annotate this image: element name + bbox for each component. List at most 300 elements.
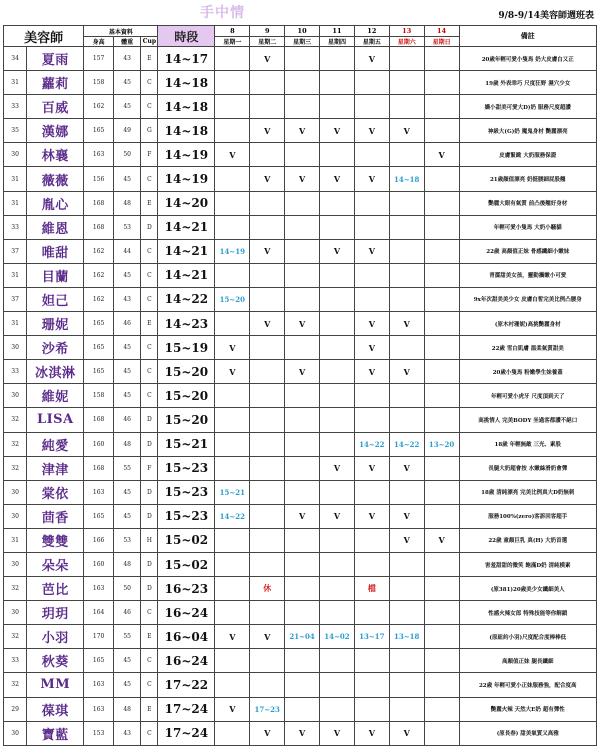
stylist-name: 百威 [27, 95, 84, 119]
stylist-note: 服務100%(zero)客訴回客超手 [459, 504, 596, 528]
stylist-age: 35 [4, 119, 27, 143]
day-cell [424, 312, 459, 336]
stylist-height: 153 [84, 721, 114, 745]
day-cell [285, 215, 320, 239]
day-cell [389, 697, 424, 721]
stylist-row [4, 47, 597, 71]
day-cell [215, 408, 250, 432]
day-cell: V [285, 360, 320, 384]
stylist-name: 棠依 [27, 480, 84, 504]
stylist-note: 22歲 童顏巨乳 真(H) 大奶首選 [459, 528, 596, 552]
day-cell [389, 95, 424, 119]
day-cell [215, 191, 250, 215]
day-cell [320, 47, 355, 71]
stylist-height: 158 [84, 384, 114, 408]
day-cell [424, 287, 459, 311]
day-cell: V [250, 625, 285, 649]
day-cell [354, 143, 389, 167]
day-cell: V [389, 504, 424, 528]
header-weekday: 星期一 [215, 37, 250, 47]
day-cell: 21~04 [285, 625, 320, 649]
stylist-age: 33 [4, 649, 27, 673]
stylist-cup: D [141, 552, 158, 576]
stylist-row [4, 577, 597, 601]
day-cell [285, 480, 320, 504]
day-cell [250, 95, 285, 119]
day-cell [320, 287, 355, 311]
stylist-cup: C [141, 384, 158, 408]
day-cell [250, 480, 285, 504]
header-note: 備註 [459, 26, 596, 47]
header-stylist: 美容師 [4, 26, 84, 47]
day-cell [389, 239, 424, 263]
stylist-height: 162 [84, 95, 114, 119]
day-cell [250, 336, 285, 360]
stylist-weight: 46 [113, 312, 140, 336]
day-cell [389, 263, 424, 287]
stylist-row [4, 287, 597, 311]
stylist-age: 33 [4, 95, 27, 119]
stylist-name: 芭比 [27, 577, 84, 601]
stylist-weight: 43 [113, 721, 140, 745]
stylist-cup: D [141, 408, 158, 432]
day-cell: V [215, 360, 250, 384]
stylist-note: 22歲 高顏值正妹 骨感纖細小嫩妹 [459, 239, 596, 263]
stylist-height: 166 [84, 528, 114, 552]
stylist-name: 目蘭 [27, 263, 84, 287]
stylist-row [4, 673, 597, 697]
stylist-row [4, 95, 597, 119]
day-cell [354, 601, 389, 625]
header-day-num: 11 [320, 26, 355, 37]
day-cell [354, 384, 389, 408]
stylist-height: 163 [84, 697, 114, 721]
stylist-cup: D [141, 504, 158, 528]
stylist-cup: C [141, 336, 158, 360]
day-cell [320, 601, 355, 625]
watermark-text: 手中情 [200, 5, 245, 21]
day-cell: V [320, 721, 355, 745]
stylist-time-slot: 15~21 [158, 432, 215, 456]
stylist-name: 妲己 [27, 287, 84, 311]
stylist-name: 雙雙 [27, 528, 84, 552]
stylist-note: 22歲 雪白肌膚 溫柔氣質甜美 [459, 336, 596, 360]
stylist-time-slot: 17~24 [158, 721, 215, 745]
day-cell [320, 649, 355, 673]
day-cell [354, 552, 389, 576]
day-cell: V [285, 167, 320, 191]
day-cell [424, 504, 459, 528]
header-day-num: 13 [389, 26, 424, 37]
header-weekday: 星期日 [424, 37, 459, 47]
stylist-age: 37 [4, 287, 27, 311]
stylist-note: (原木村珊妮)高挑艷麗身材 [459, 312, 596, 336]
stylist-row [4, 601, 597, 625]
day-cell [424, 649, 459, 673]
header-basic-info: 基本資料 [84, 26, 158, 37]
stylist-note: 嬌小甜美可愛大D)奶 服務尺度超讚 [459, 95, 596, 119]
stylist-age: 33 [4, 215, 27, 239]
day-cell [215, 528, 250, 552]
stylist-time-slot: 14~19 [158, 167, 215, 191]
day-cell [424, 360, 459, 384]
day-cell [389, 673, 424, 697]
day-cell [285, 384, 320, 408]
stylist-cup: E [141, 312, 158, 336]
stylist-age: 32 [4, 456, 27, 480]
stylist-time-slot: 14~21 [158, 239, 215, 263]
day-cell: V [250, 119, 285, 143]
day-cell [424, 625, 459, 649]
day-cell [215, 47, 250, 71]
stylist-weight: 45 [113, 71, 140, 95]
day-cell: V [389, 360, 424, 384]
day-cell [320, 697, 355, 721]
stylist-row [4, 191, 597, 215]
day-cell [354, 215, 389, 239]
day-cell [424, 456, 459, 480]
stylist-row [4, 697, 597, 721]
day-cell [389, 47, 424, 71]
day-cell: V [250, 167, 285, 191]
day-cell [285, 336, 320, 360]
day-cell: V [215, 143, 250, 167]
day-cell [215, 312, 250, 336]
day-cell [389, 480, 424, 504]
day-cell: V [320, 167, 355, 191]
stylist-weight: 45 [113, 504, 140, 528]
stylist-row [4, 625, 597, 649]
day-cell [285, 456, 320, 480]
stylist-time-slot: 17~24 [158, 697, 215, 721]
day-cell [285, 649, 320, 673]
day-cell: V [215, 625, 250, 649]
stylist-cup: C [141, 287, 158, 311]
stylist-height: 165 [84, 360, 114, 384]
day-cell [285, 143, 320, 167]
stylist-cup: C [141, 167, 158, 191]
stylist-note: 皮膚緊緻 大奶服務保證 [459, 143, 596, 167]
day-cell [285, 263, 320, 287]
day-cell [250, 408, 285, 432]
day-cell [215, 432, 250, 456]
day-cell [320, 191, 355, 215]
day-cell [320, 408, 355, 432]
day-cell [215, 71, 250, 95]
day-cell [250, 287, 285, 311]
day-cell [424, 697, 459, 721]
day-cell: V [354, 167, 389, 191]
day-cell: V [389, 721, 424, 745]
day-cell [250, 504, 285, 528]
day-cell: 14~22 [354, 432, 389, 456]
stylist-row [4, 239, 597, 263]
day-cell [424, 552, 459, 576]
stylist-name: LISA [27, 408, 84, 432]
stylist-age: 30 [4, 480, 27, 504]
stylist-age: 37 [4, 239, 27, 263]
stylist-height: 160 [84, 552, 114, 576]
header-weekday: 星期四 [320, 37, 355, 47]
stylist-note: 高顏值正妹 腿長纖細 [459, 649, 596, 673]
day-cell [354, 71, 389, 95]
stylist-age: 30 [4, 504, 27, 528]
day-cell: 14~19 [215, 239, 250, 263]
day-cell [250, 456, 285, 480]
day-cell: V [215, 697, 250, 721]
stylist-weight: 48 [113, 432, 140, 456]
day-cell [389, 384, 424, 408]
stylist-name: 沙希 [27, 336, 84, 360]
day-cell: V [250, 312, 285, 336]
stylist-weight: 46 [113, 408, 140, 432]
day-cell: V [320, 119, 355, 143]
stylist-note: 艷麗火辣 天然大E奶 超有彈性 [459, 697, 596, 721]
stylist-age: 32 [4, 408, 27, 432]
day-cell: 14~22 [389, 432, 424, 456]
stylist-cup: H [141, 528, 158, 552]
stylist-row [4, 408, 597, 432]
stylist-name: MM [27, 673, 84, 697]
stylist-weight: 45 [113, 673, 140, 697]
header-weight: 體重 [113, 37, 140, 47]
stylist-row [4, 167, 597, 191]
stylist-name: 夏雨 [27, 47, 84, 71]
day-cell [424, 167, 459, 191]
day-cell: V [389, 312, 424, 336]
day-cell [250, 360, 285, 384]
stylist-name: 珊妮 [27, 312, 84, 336]
stylist-age: 31 [4, 167, 27, 191]
day-cell [320, 336, 355, 360]
day-cell [320, 480, 355, 504]
day-cell [389, 71, 424, 95]
stylist-name: 朵朵 [27, 552, 84, 576]
day-cell [285, 47, 320, 71]
day-cell: 17~23 [250, 697, 285, 721]
day-cell [354, 697, 389, 721]
stylist-age: 30 [4, 384, 27, 408]
stylist-height: 163 [84, 577, 114, 601]
day-cell: V [389, 456, 424, 480]
stylist-row [4, 312, 597, 336]
day-cell [424, 95, 459, 119]
stylist-weight: 45 [113, 336, 140, 360]
stylist-age: 30 [4, 601, 27, 625]
stylist-height: 168 [84, 456, 114, 480]
stylist-note: (原紐約小羽)尺度配合度棒棒低 [459, 625, 596, 649]
stylist-note: 年輕可愛小虎牙 尺度頂到天了 [459, 384, 596, 408]
stylist-time-slot: 15~02 [158, 552, 215, 576]
day-cell [250, 71, 285, 95]
stylist-time-slot: 14~18 [158, 95, 215, 119]
day-cell: V [354, 119, 389, 143]
stylist-weight: 48 [113, 697, 140, 721]
stylist-weight: 46 [113, 601, 140, 625]
stylist-note: 20歲年輕可愛小隻馬 奶大皮膚白又正 [459, 47, 596, 71]
stylist-weight: 45 [113, 167, 140, 191]
day-cell: 14~02 [320, 625, 355, 649]
header-day-num: 14 [424, 26, 459, 37]
stylist-row [4, 360, 597, 384]
stylist-height: 158 [84, 71, 114, 95]
day-cell: 14~18 [389, 167, 424, 191]
header-weekday: 星期三 [285, 37, 320, 47]
day-cell [320, 143, 355, 167]
day-cell [285, 191, 320, 215]
day-cell [320, 384, 355, 408]
header-weekday: 星期六 [389, 37, 424, 47]
stylist-height: 165 [84, 312, 114, 336]
day-cell [424, 336, 459, 360]
stylist-row [4, 528, 597, 552]
stylist-height: 170 [84, 625, 114, 649]
day-cell [424, 119, 459, 143]
stylist-cup: G [141, 119, 158, 143]
stylist-weight: 53 [113, 215, 140, 239]
day-cell: V [354, 504, 389, 528]
stylist-cup: D [141, 480, 158, 504]
day-cell [215, 95, 250, 119]
day-cell [320, 673, 355, 697]
stylist-name: 維恩 [27, 215, 84, 239]
day-cell [389, 552, 424, 576]
stylist-height: 162 [84, 287, 114, 311]
stylist-age: 30 [4, 721, 27, 745]
stylist-height: 168 [84, 191, 114, 215]
stylist-note: 9x年次甜美美少女 皮膚白皙完美比例凸腰身 [459, 287, 596, 311]
day-cell [215, 263, 250, 287]
day-cell: V [354, 312, 389, 336]
stylist-age: 30 [4, 336, 27, 360]
day-cell: V [354, 336, 389, 360]
stylist-weight: 55 [113, 456, 140, 480]
day-cell [215, 119, 250, 143]
day-cell [354, 191, 389, 215]
header-day-num: 12 [354, 26, 389, 37]
day-cell: V [354, 239, 389, 263]
day-cell [320, 71, 355, 95]
stylist-row [4, 71, 597, 95]
stylist-time-slot: 14~17 [158, 47, 215, 71]
stylist-age: 29 [4, 697, 27, 721]
day-cell [215, 456, 250, 480]
schedule-table [3, 25, 597, 746]
stylist-age: 31 [4, 191, 27, 215]
day-cell [285, 239, 320, 263]
day-cell [320, 577, 355, 601]
stylist-weight: 44 [113, 239, 140, 263]
stylist-weight: 49 [113, 119, 140, 143]
day-cell: 13~20 [424, 432, 459, 456]
stylist-time-slot: 16~04 [158, 625, 215, 649]
stylist-name: 漢娜 [27, 119, 84, 143]
stylist-time-slot: 14~23 [158, 312, 215, 336]
day-cell [389, 649, 424, 673]
stylist-weight: 50 [113, 143, 140, 167]
stylist-height: 165 [84, 336, 114, 360]
day-cell: V [354, 47, 389, 71]
day-cell [250, 601, 285, 625]
day-cell: V [389, 528, 424, 552]
stylist-name: 唯甜 [27, 239, 84, 263]
day-cell [285, 71, 320, 95]
header-weekday: 星期二 [250, 37, 285, 47]
stylist-cup: D [141, 577, 158, 601]
stylist-name: 茴香 [27, 504, 84, 528]
stylist-time-slot: 15~20 [158, 360, 215, 384]
day-cell: 13~17 [354, 625, 389, 649]
stylist-height: 168 [84, 408, 114, 432]
stylist-height: 165 [84, 649, 114, 673]
stylist-height: 160 [84, 432, 114, 456]
day-cell [250, 215, 285, 239]
day-cell [250, 432, 285, 456]
stylist-cup: F [141, 456, 158, 480]
stylist-time-slot: 15~19 [158, 336, 215, 360]
stylist-height: 163 [84, 480, 114, 504]
stylist-height: 163 [84, 673, 114, 697]
day-cell [320, 95, 355, 119]
stylist-time-slot: 14~22 [158, 287, 215, 311]
day-cell [250, 673, 285, 697]
day-cell [285, 95, 320, 119]
day-cell [285, 287, 320, 311]
stylist-weight: 53 [113, 528, 140, 552]
day-cell [424, 239, 459, 263]
day-cell: V [285, 119, 320, 143]
stylist-name: 蘿莉 [27, 71, 84, 95]
day-cell [424, 263, 459, 287]
stylist-age: 34 [4, 47, 27, 71]
stylist-row [4, 336, 597, 360]
day-cell [285, 673, 320, 697]
stylist-weight: 45 [113, 95, 140, 119]
stylist-note: 年輕可愛小隻馬 大奶小騷貓 [459, 215, 596, 239]
day-cell: V [250, 239, 285, 263]
stylist-row [4, 263, 597, 287]
day-cell [389, 215, 424, 239]
stylist-name: 小羽 [27, 625, 84, 649]
header-day-num: 10 [285, 26, 320, 37]
day-cell [250, 649, 285, 673]
day-cell [354, 287, 389, 311]
stylist-weight: 48 [113, 191, 140, 215]
day-cell [424, 408, 459, 432]
stylist-cup: C [141, 673, 158, 697]
day-cell: V [250, 721, 285, 745]
stylist-name: 秋葵 [27, 649, 84, 673]
stylist-height: 165 [84, 119, 114, 143]
stylist-row [4, 504, 597, 528]
stylist-name: 純愛 [27, 432, 84, 456]
stylist-note: 18歲 年輕無敵 三光、素股 [459, 432, 596, 456]
stylist-note: 青澀甜美女孩，靈動攜嫩小可愛 [459, 263, 596, 287]
day-cell [285, 577, 320, 601]
stylist-cup: C [141, 649, 158, 673]
stylist-time-slot: 14~18 [158, 119, 215, 143]
day-cell: V [389, 119, 424, 143]
stylist-note: 長腿大奶超會按 水嫩絲滑奶會彈 [459, 456, 596, 480]
stylist-note: 19歲 外表乖巧 尺度狂野 濕穴少女 [459, 71, 596, 95]
header-time-slot: 時段 [158, 26, 215, 47]
stylist-note: 神級大(G)奶 魔鬼身材 艷麗漂亮 [459, 119, 596, 143]
stylist-age: 31 [4, 528, 27, 552]
stylist-age: 32 [4, 432, 27, 456]
day-cell [320, 552, 355, 576]
day-cell [424, 71, 459, 95]
stylist-time-slot: 15~02 [158, 528, 215, 552]
